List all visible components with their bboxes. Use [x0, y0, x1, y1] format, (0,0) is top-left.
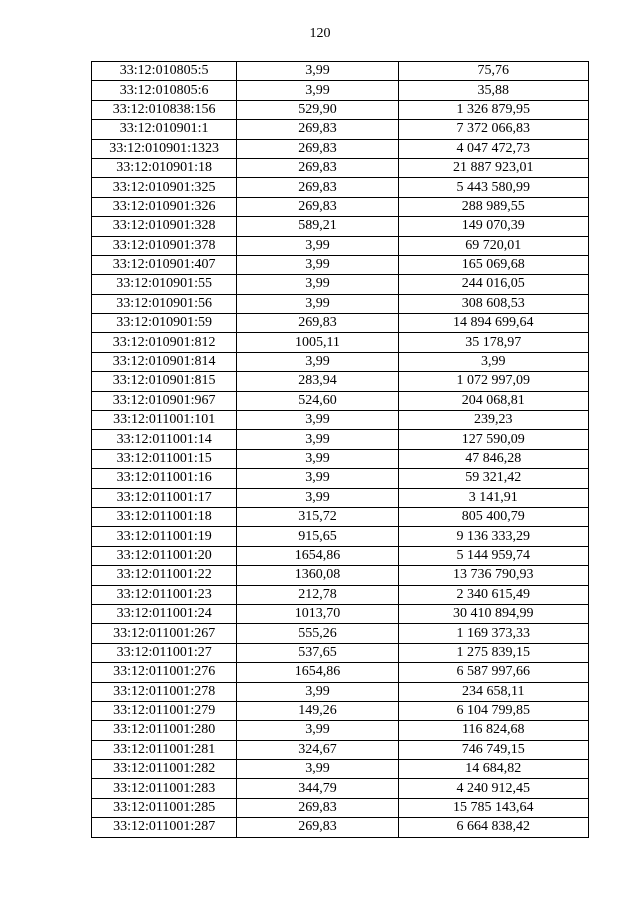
cadastral-number-cell: 33:12:010901:59	[92, 314, 237, 333]
rate-cell: 537,65	[237, 643, 398, 662]
table-row	[92, 100, 589, 119]
cadastral-number-cell: 33:12:011001:19	[92, 527, 237, 546]
cadastral-value-cell: 805 400,79	[398, 507, 588, 526]
cadastral-number-cell: 33:12:011001:287	[92, 818, 237, 837]
cadastral-number-cell: 33:12:011001:18	[92, 507, 237, 526]
rate-cell: 269,83	[237, 139, 398, 158]
table-row	[92, 255, 589, 274]
cadastral-value-cell: 116 824,68	[398, 721, 588, 740]
table-row	[92, 585, 589, 604]
rate-cell: 3,99	[237, 488, 398, 507]
cadastral-number-cell: 33:12:010901:328	[92, 217, 237, 236]
table-row	[92, 120, 589, 139]
cadastral-number-cell: 33:12:010838:156	[92, 100, 237, 119]
cadastral-value-cell: 1 169 373,33	[398, 624, 588, 643]
rate-cell: 915,65	[237, 527, 398, 546]
table-row	[92, 469, 589, 488]
rate-cell: 149,26	[237, 701, 398, 720]
rate-cell: 3,99	[237, 275, 398, 294]
cadastral-value-cell: 15 785 143,64	[398, 798, 588, 817]
table-row	[92, 701, 589, 720]
rate-cell: 212,78	[237, 585, 398, 604]
cadastral-value-cell: 69 720,01	[398, 236, 588, 255]
cadastral-number-cell: 33:12:010901:55	[92, 275, 237, 294]
cadastral-value-cell: 1 326 879,95	[398, 100, 588, 119]
rate-cell: 269,83	[237, 178, 398, 197]
cadastral-value-cell: 234 658,11	[398, 682, 588, 701]
cadastral-number-cell: 33:12:011001:27	[92, 643, 237, 662]
table-row	[92, 488, 589, 507]
cadastral-value-cell: 3,99	[398, 352, 588, 371]
cadastral-number-cell: 33:12:011001:17	[92, 488, 237, 507]
table-row	[92, 391, 589, 410]
cadastral-value-cell: 149 070,39	[398, 217, 588, 236]
rate-cell: 555,26	[237, 624, 398, 643]
cadastral-value-cell: 6 104 799,85	[398, 701, 588, 720]
table-row	[92, 236, 589, 255]
cadastral-value-cell: 5 144 959,74	[398, 546, 588, 565]
cadastral-number-cell: 33:12:010901:812	[92, 333, 237, 352]
rate-cell: 283,94	[237, 372, 398, 391]
cadastral-value-cell: 6 664 838,42	[398, 818, 588, 837]
table-row	[92, 546, 589, 565]
table-row	[92, 740, 589, 759]
cadastral-number-cell: 33:12:010901:407	[92, 255, 237, 274]
cadastral-value-cell: 746 749,15	[398, 740, 588, 759]
table-row	[92, 779, 589, 798]
cadastral-number-cell: 33:12:010901:326	[92, 197, 237, 216]
table-body	[92, 62, 589, 838]
cadastral-value-cell: 14 894 699,64	[398, 314, 588, 333]
cadastral-number-cell: 33:12:011001:14	[92, 430, 237, 449]
table-row	[92, 527, 589, 546]
table-row	[92, 197, 589, 216]
cadastral-value-cell: 4 047 472,73	[398, 139, 588, 158]
cadastral-number-cell: 33:12:011001:279	[92, 701, 237, 720]
cadastral-number-cell: 33:12:011001:285	[92, 798, 237, 817]
rate-cell: 269,83	[237, 798, 398, 817]
cadastral-value-cell: 14 684,82	[398, 760, 588, 779]
cadastral-value-cell: 9 136 333,29	[398, 527, 588, 546]
cadastral-value-cell: 35 178,97	[398, 333, 588, 352]
cadastral-number-cell: 33:12:011001:280	[92, 721, 237, 740]
cadastral-number-cell: 33:12:010901:325	[92, 178, 237, 197]
rate-cell: 589,21	[237, 217, 398, 236]
table-row	[92, 760, 589, 779]
cadastral-value-cell: 5 443 580,99	[398, 178, 588, 197]
table-row	[92, 682, 589, 701]
rate-cell: 3,99	[237, 469, 398, 488]
table-row	[92, 352, 589, 371]
table-row	[92, 411, 589, 430]
cadastral-number-cell: 33:12:011001:15	[92, 449, 237, 468]
rate-cell: 3,99	[237, 255, 398, 274]
page-number: 120	[309, 26, 331, 41]
cadastral-value-cell: 288 989,55	[398, 197, 588, 216]
cadastral-value-cell: 75,76	[398, 62, 588, 81]
table-row	[92, 372, 589, 391]
cadastral-value-cell: 204 068,81	[398, 391, 588, 410]
cadastral-number-cell: 33:12:011001:267	[92, 624, 237, 643]
cadastral-value-cell: 127 590,09	[398, 430, 588, 449]
rate-cell: 1654,86	[237, 663, 398, 682]
table-row	[92, 604, 589, 623]
cadastral-number-cell: 33:12:010901:967	[92, 391, 237, 410]
cadastral-number-cell: 33:12:011001:101	[92, 411, 237, 430]
cadastral-value-cell: 308 608,53	[398, 294, 588, 313]
rate-cell: 269,83	[237, 120, 398, 139]
rate-cell: 269,83	[237, 314, 398, 333]
table-row	[92, 62, 589, 81]
cadastral-number-cell: 33:12:011001:23	[92, 585, 237, 604]
rate-cell: 524,60	[237, 391, 398, 410]
rate-cell: 3,99	[237, 62, 398, 81]
cadastral-value-cell: 30 410 894,99	[398, 604, 588, 623]
cadastral-number-cell: 33:12:010901:56	[92, 294, 237, 313]
table-row	[92, 663, 589, 682]
table-row	[92, 217, 589, 236]
table-row	[92, 643, 589, 662]
cadastral-number-cell: 33:12:011001:282	[92, 760, 237, 779]
rate-cell: 1654,86	[237, 546, 398, 565]
cadastral-value-cell: 6 587 997,66	[398, 663, 588, 682]
cadastral-number-cell: 33:12:010901:378	[92, 236, 237, 255]
cadastral-number-cell: 33:12:010901:815	[92, 372, 237, 391]
table-row	[92, 294, 589, 313]
cadastral-number-cell: 33:12:011001:281	[92, 740, 237, 759]
cadastral-value-cell: 21 887 923,01	[398, 158, 588, 177]
table-row	[92, 507, 589, 526]
table-row	[92, 81, 589, 100]
rate-cell: 3,99	[237, 411, 398, 430]
cadastral-number-cell: 33:12:011001:283	[92, 779, 237, 798]
cadastral-value-cell: 59 321,42	[398, 469, 588, 488]
rate-cell: 3,99	[237, 352, 398, 371]
table-row	[92, 158, 589, 177]
cadastral-number-cell: 33:12:011001:24	[92, 604, 237, 623]
table-row	[92, 178, 589, 197]
cadastral-number-cell: 33:12:010901:1323	[92, 139, 237, 158]
rate-cell: 3,99	[237, 682, 398, 701]
cadastral-number-cell: 33:12:011001:16	[92, 469, 237, 488]
cadastral-number-cell: 33:12:011001:20	[92, 546, 237, 565]
cadastral-value-cell: 239,23	[398, 411, 588, 430]
cadastral-number-cell: 33:12:011001:22	[92, 566, 237, 585]
rate-cell: 3,99	[237, 721, 398, 740]
rate-cell: 269,83	[237, 197, 398, 216]
cadastral-value-cell: 47 846,28	[398, 449, 588, 468]
rate-cell: 3,99	[237, 760, 398, 779]
table-row	[92, 430, 589, 449]
cadastral-value-cell: 3 141,91	[398, 488, 588, 507]
cadastral-value-cell: 165 069,68	[398, 255, 588, 274]
cadastral-number-cell: 33:12:011001:276	[92, 663, 237, 682]
cadastral-value-cell: 1 275 839,15	[398, 643, 588, 662]
cadastral-value-cell: 1 072 997,09	[398, 372, 588, 391]
rate-cell: 315,72	[237, 507, 398, 526]
cadastral-number-cell: 33:12:010901:814	[92, 352, 237, 371]
cadastral-number-cell: 33:12:011001:278	[92, 682, 237, 701]
rate-cell: 1013,70	[237, 604, 398, 623]
rate-cell: 344,79	[237, 779, 398, 798]
table-row	[92, 721, 589, 740]
cadastral-value-cell: 244 016,05	[398, 275, 588, 294]
rate-cell: 3,99	[237, 294, 398, 313]
rate-cell: 1005,11	[237, 333, 398, 352]
table-row	[92, 314, 589, 333]
cadastral-value-cell: 2 340 615,49	[398, 585, 588, 604]
rate-cell: 269,83	[237, 818, 398, 837]
table-row	[92, 139, 589, 158]
table-row	[92, 275, 589, 294]
cadastral-value-cell: 35,88	[398, 81, 588, 100]
rate-cell: 1360,08	[237, 566, 398, 585]
table-row	[92, 818, 589, 837]
cadastral-value-table	[91, 61, 589, 838]
cadastral-number-cell: 33:12:010805:5	[92, 62, 237, 81]
cadastral-value-cell: 4 240 912,45	[398, 779, 588, 798]
rate-cell: 324,67	[237, 740, 398, 759]
table-row	[92, 624, 589, 643]
cadastral-value-cell: 7 372 066,83	[398, 120, 588, 139]
rate-cell: 269,83	[237, 158, 398, 177]
table-row	[92, 333, 589, 352]
rate-cell: 3,99	[237, 236, 398, 255]
rate-cell: 529,90	[237, 100, 398, 119]
table-row	[92, 449, 589, 468]
rate-cell: 3,99	[237, 81, 398, 100]
cadastral-number-cell: 33:12:010901:1	[92, 120, 237, 139]
table-row	[92, 566, 589, 585]
cadastral-number-cell: 33:12:010901:18	[92, 158, 237, 177]
rate-cell: 3,99	[237, 449, 398, 468]
table-row	[92, 798, 589, 817]
rate-cell: 3,99	[237, 430, 398, 449]
cadastral-number-cell: 33:12:010805:6	[92, 81, 237, 100]
cadastral-value-cell: 13 736 790,93	[398, 566, 588, 585]
